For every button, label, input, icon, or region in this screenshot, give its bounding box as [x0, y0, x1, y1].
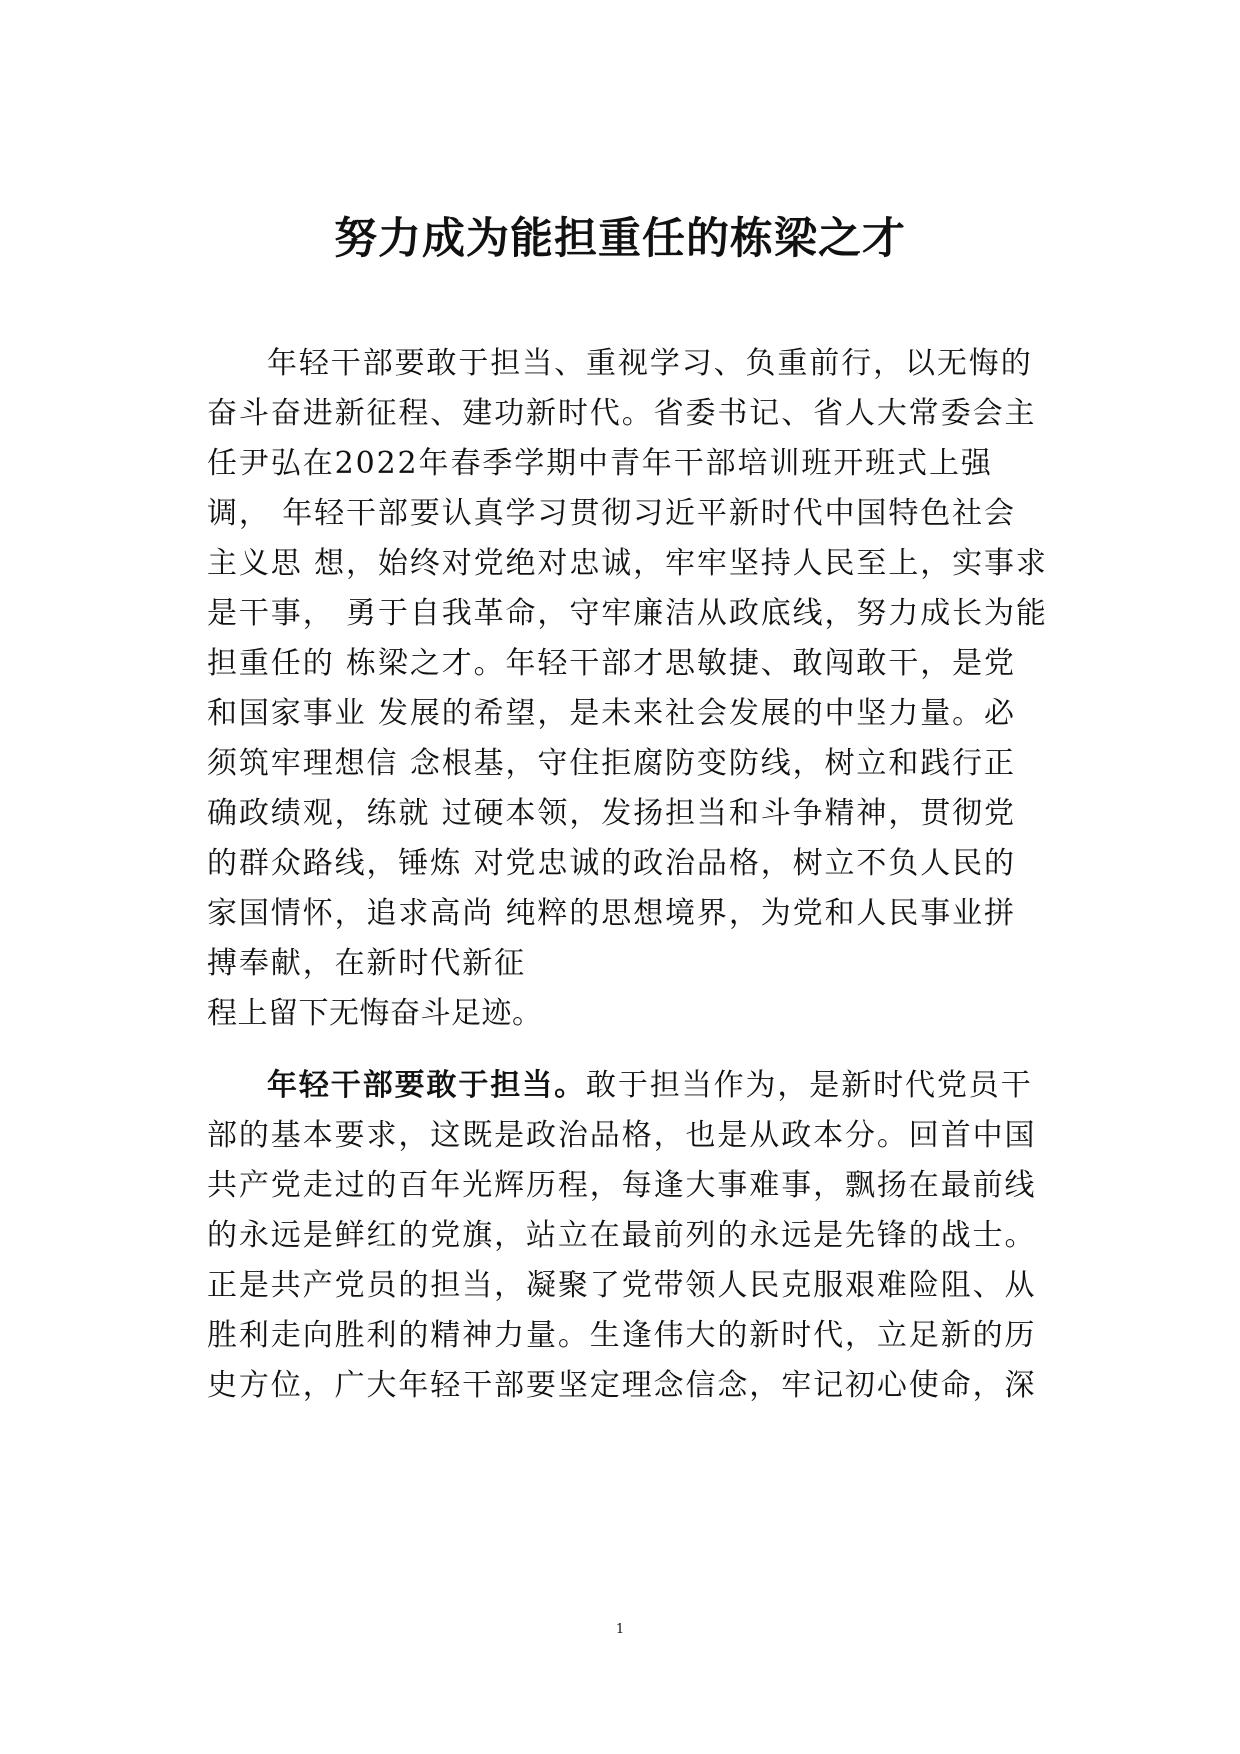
paragraph-line: 共产党走过的百年光辉历程，每逢大事难事，飘扬在最前线: [207, 1168, 1037, 1203]
paragraph-line: 年轻干部要敢于担当、重视学习、负重前行，以无悔的: [267, 346, 1033, 381]
document-title: 努力成为能担重任的栋梁之才: [334, 214, 906, 264]
paragraph-line: 胜利走向胜利的精神力量。生逢伟大的新时代，立足新的历: [207, 1318, 1037, 1353]
paragraph-line: 主义思 想，始终对党绝对忠诚，牢牢坚持人民至上，实事求: [207, 546, 1048, 581]
paragraph-line: 确政绩观，练就 过硬本领，发扬担当和斗争精神，贯彻党: [207, 796, 1016, 831]
paragraph-line: 史方位，广大年轻干部要坚定理念信念，牢记初心使命，深: [207, 1368, 1037, 1403]
paragraph-line: 程上留下无悔奋斗足迹。: [207, 996, 543, 1031]
paragraph-line: 奋斗奋进新征程、建功新时代。省委书记、省人大常委会主: [207, 396, 1037, 431]
paragraph-line: 担重任的 栋梁之才。年轻干部才思敏捷、敢闯敢干，是党: [207, 646, 1016, 681]
paragraph-line: 调， 年轻干部要认真学习贯彻习近平新时代中国特色社会: [207, 496, 1016, 531]
paragraph-lead-heading: 年轻干部要敢于担当。: [267, 1068, 586, 1103]
paragraph-first-line-text: 敢于担当作为，是新时代党员干: [586, 1068, 1033, 1103]
paragraph-line: 搏奉献，在新时代新征: [207, 946, 526, 981]
page-number: 1: [615, 1622, 625, 1637]
paragraph-first-line: [267, 1064, 1033, 1108]
paragraph-line: 正是共产党员的担当，凝聚了党带领人民克服艰难险阻、从: [207, 1268, 1037, 1303]
paragraph-line: 是干事， 勇于自我革命，守牢廉洁从政底线，努力成长为能: [207, 596, 1048, 631]
paragraph-line: 和国家事业 发展的希望，是未来社会发展的中坚力量。必: [207, 696, 1016, 731]
paragraph-line: 须筑牢理想信 念根基，守住拒腐防变防线，树立和践行正: [207, 746, 1016, 781]
paragraph-line: 部的基本要求，这既是政治品格，也是从政本分。回首中国: [207, 1118, 1037, 1153]
paragraph-line: 任尹弘在2022年春季学期中青年干部培训班开班式上强: [207, 446, 993, 481]
paragraph-line: 的永远是鲜红的党旗，站立在最前列的永远是先锋的战士。: [207, 1218, 1037, 1253]
paragraph-line: 的群众路线，锤炼 对党忠诚的政治品格，树立不负人民的: [207, 846, 1016, 881]
paragraph-line: 家国情怀，追求高尚 纯粹的思想境界，为党和人民事业拼: [207, 896, 1016, 931]
